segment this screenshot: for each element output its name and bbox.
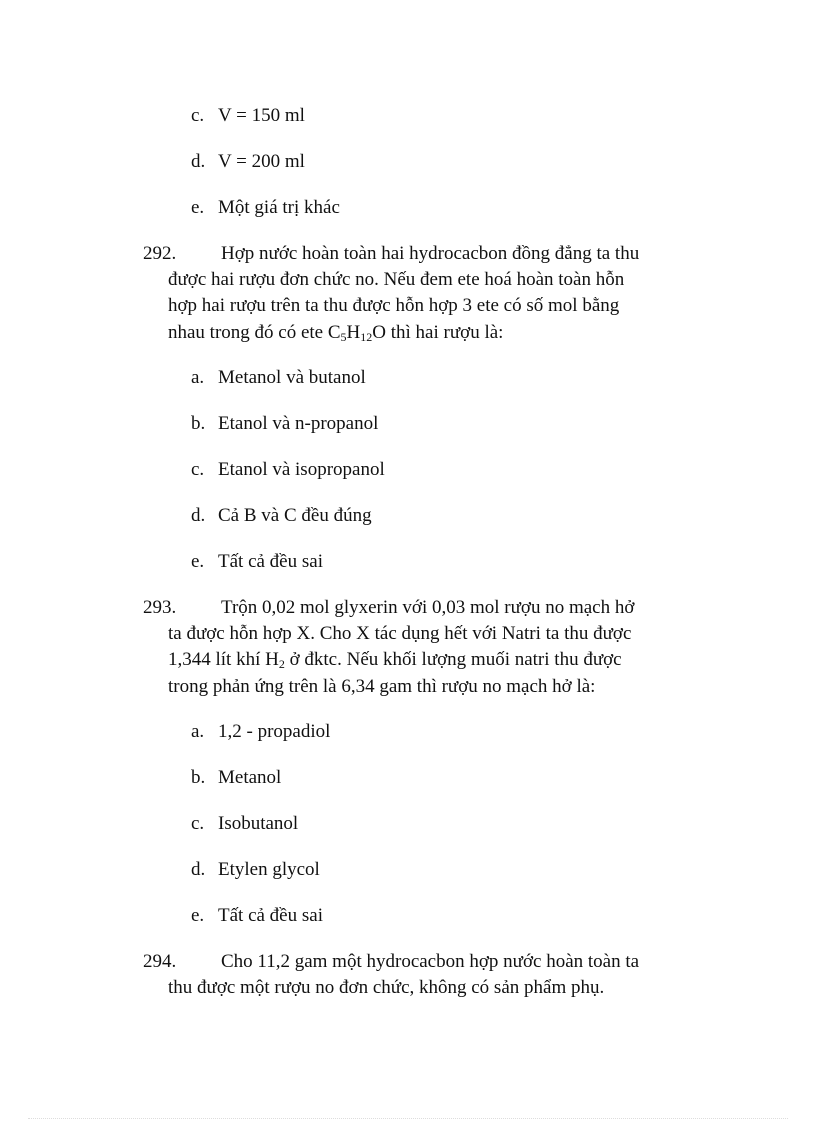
option-letter: b. (191, 413, 206, 434)
option-letter: b. (191, 767, 206, 788)
question-line: ta được hỗn hợp X. Cho X tác dụng hết với Natri ta thu được (168, 623, 632, 644)
question-line: hợp hai rượu trên ta thu được hỗn hợp 3 ete có số mol bằng (168, 295, 620, 316)
option-text: Metanol và butanol (218, 367, 366, 388)
option-e (191, 197, 340, 219)
question-line: Trộn 0,02 mol glyxerin với 0,03 mol rượu no mạch hở (221, 597, 635, 618)
option-c (191, 459, 385, 481)
option-text: Etanol và n-propanol (218, 413, 379, 434)
option-letter: d. (191, 505, 206, 526)
option-d (191, 859, 320, 881)
option-text: V = 150 ml (218, 105, 305, 126)
question-line: Hợp nước hoàn toàn hai hydrocacbon đồng đẳng ta thu (221, 243, 640, 264)
question-line-formula: nhau trong đó có ete $C_5H_{12}O$ thì hai rượu là: (168, 322, 504, 344)
option-text: V = 200 ml (218, 151, 305, 172)
option-letter: c. (191, 105, 205, 126)
option-letter: e. (191, 905, 205, 926)
option-c (191, 813, 298, 835)
option-b (191, 413, 378, 435)
option-text: 1,2 - propadiol (218, 721, 331, 742)
option-letter: c. (191, 813, 205, 834)
option-text: Tất cả đều sai (218, 551, 323, 572)
question-line: được hai rượu đơn chức no. Nếu đem ete hoá hoàn toàn hỗn (168, 269, 625, 290)
option-a (191, 367, 366, 389)
option-text: Etylen glycol (218, 859, 320, 880)
question-number: 293. (143, 597, 177, 618)
option-letter: a. (191, 721, 205, 742)
question-line-formula: 1,344 lít khí $H_2$ ở đktc. Nếu khối lượng muối natri thu được (168, 649, 622, 671)
option-a (191, 721, 330, 743)
option-e (191, 905, 323, 927)
option-b (191, 767, 281, 789)
option-text: Isobutanol (218, 813, 299, 834)
option-c (191, 105, 305, 127)
question-line: Cho 11,2 gam một hydrocacbon hợp nước hoàn toàn ta (221, 951, 640, 972)
option-d (191, 505, 372, 527)
question-line: trong phản ứng trên là 6,34 gam thì rượu no mạch hở là: (168, 676, 596, 697)
question-line: thu được một rượu no đơn chức, không có sản phẩm phụ. (168, 977, 605, 998)
option-letter: d. (191, 151, 206, 172)
option-text: Một giá trị khác (218, 197, 340, 218)
option-letter: e. (191, 551, 205, 572)
option-text: Etanol và isopropanol (218, 459, 385, 480)
option-text: Cả B và C đều đúng (218, 505, 372, 526)
option-letter: e. (191, 197, 205, 218)
option-letter: d. (191, 859, 206, 880)
question-number: 294. (143, 951, 177, 972)
option-letter: c. (191, 459, 205, 480)
question-number: 292. (143, 243, 177, 264)
option-d (191, 151, 305, 173)
page-bottom-divider (28, 1118, 788, 1119)
option-e (191, 551, 323, 573)
option-text: Tất cả đều sai (218, 905, 323, 926)
option-text: Metanol (218, 767, 282, 788)
option-letter: a. (191, 367, 205, 388)
